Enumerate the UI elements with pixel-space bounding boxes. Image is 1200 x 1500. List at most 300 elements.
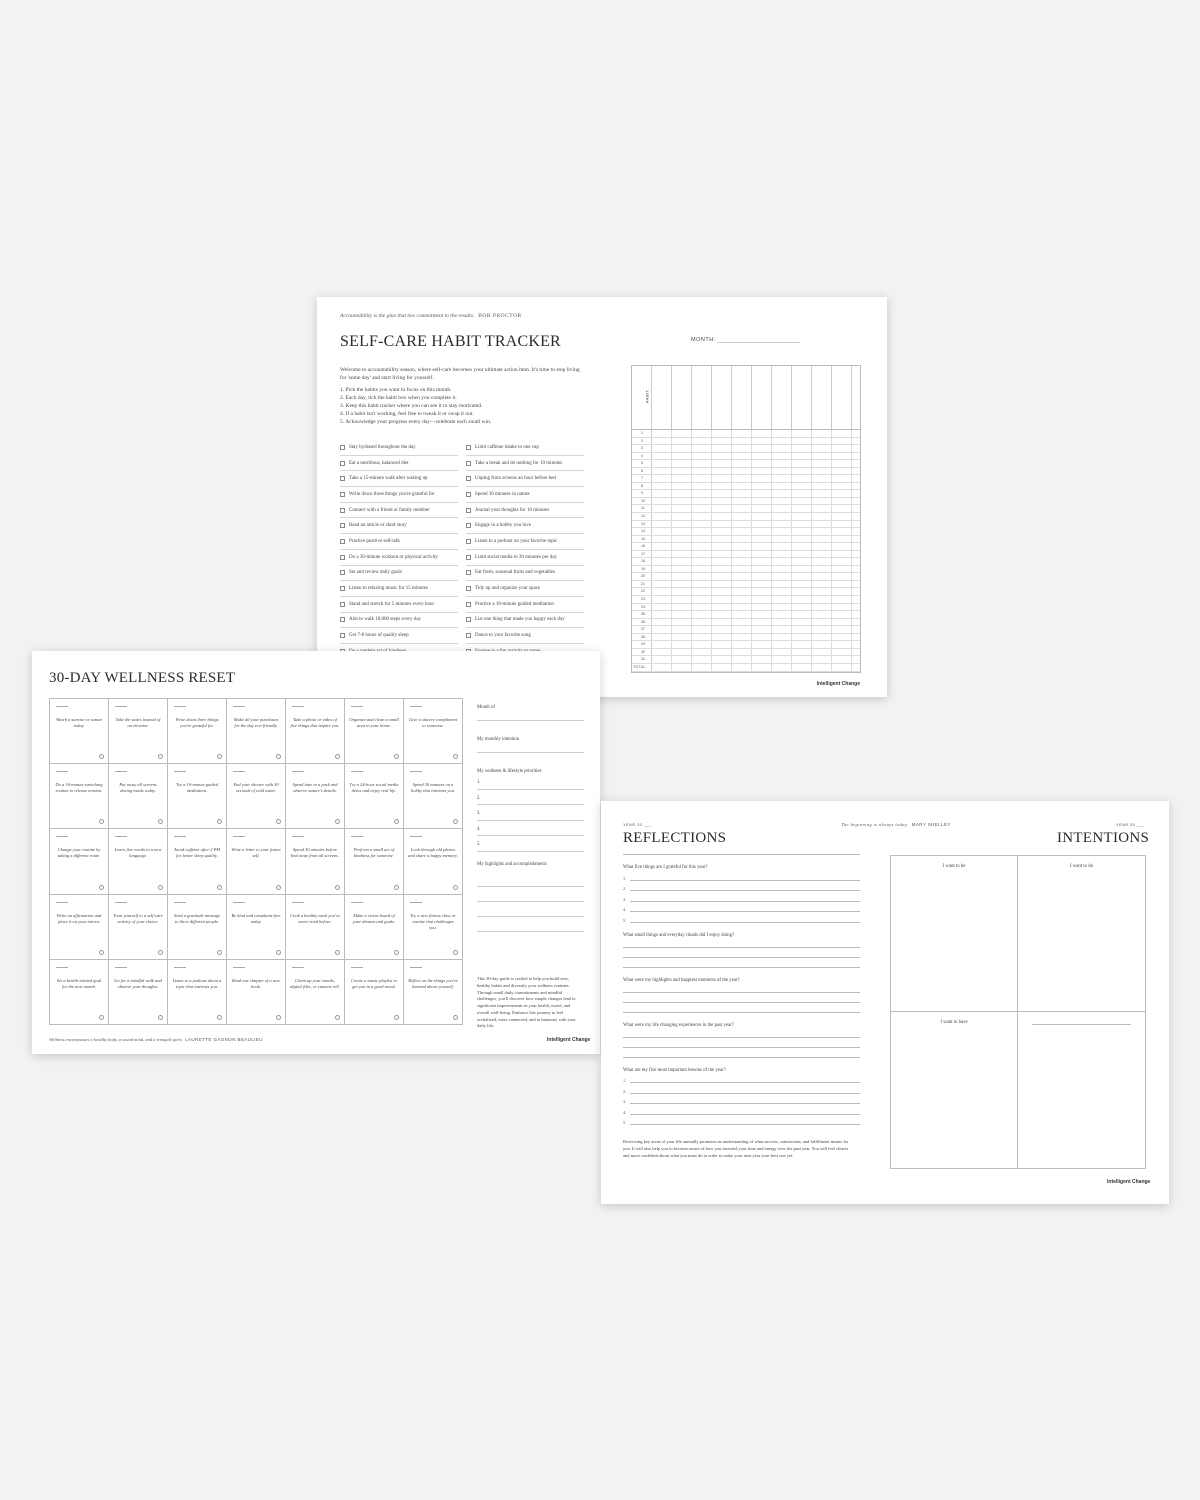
habit-checkbox[interactable] [340, 523, 345, 528]
grid-cell[interactable] [792, 641, 812, 648]
grid-cell[interactable] [752, 513, 772, 520]
habit-checkbox[interactable] [340, 539, 345, 544]
grid-cell[interactable] [752, 596, 772, 603]
habit-item[interactable] [340, 487, 458, 503]
grid-cell[interactable] [832, 543, 852, 550]
grid-cell[interactable] [672, 460, 692, 467]
grid-cell[interactable] [672, 656, 692, 663]
grid-cell[interactable] [652, 453, 672, 460]
priority-item[interactable]: 4. [477, 821, 584, 837]
grid-cell[interactable] [832, 498, 852, 505]
done-circle[interactable] [99, 950, 104, 955]
calendar-day[interactable] [404, 895, 463, 960]
grid-cell[interactable] [812, 551, 832, 558]
grid-cell[interactable] [672, 641, 692, 648]
highlights-line[interactable] [477, 917, 584, 932]
grid-cell[interactable] [732, 521, 752, 528]
answer-line[interactable] [623, 983, 860, 993]
grid-cell[interactable] [792, 453, 812, 460]
grid-cell[interactable] [792, 475, 812, 482]
answer-line[interactable]: 5. [623, 1115, 860, 1126]
done-circle[interactable] [394, 819, 399, 824]
grid-cell[interactable] [692, 475, 712, 482]
grid-cell[interactable] [752, 460, 772, 467]
done-circle[interactable] [158, 1015, 163, 1020]
grid-cell[interactable] [812, 536, 832, 543]
grid-cell[interactable] [752, 551, 772, 558]
date-line[interactable] [174, 836, 186, 837]
grid-cell[interactable] [672, 505, 692, 512]
grid-cell[interactable] [732, 551, 752, 558]
habit-item[interactable] [466, 581, 584, 597]
habit-checkbox[interactable] [340, 445, 345, 450]
habit-item[interactable] [340, 581, 458, 597]
grid-cell[interactable] [792, 536, 812, 543]
grid-cell[interactable] [672, 588, 692, 595]
grid-cell[interactable] [732, 641, 752, 648]
calendar-day[interactable] [227, 764, 286, 829]
grid-cell[interactable] [772, 566, 792, 573]
grid-cell[interactable] [652, 641, 672, 648]
done-circle[interactable] [335, 819, 340, 824]
grid-cell[interactable] [772, 573, 792, 580]
grid-cell[interactable] [672, 634, 692, 641]
grid-cell[interactable] [772, 536, 792, 543]
done-circle[interactable] [276, 885, 281, 890]
grid-cell[interactable] [832, 573, 852, 580]
grid-cell[interactable] [732, 558, 752, 565]
calendar-day[interactable] [345, 764, 404, 829]
grid-cell[interactable] [692, 438, 712, 445]
date-line[interactable] [351, 902, 363, 903]
grid-cell[interactable] [812, 468, 832, 475]
grid-cell[interactable] [792, 498, 812, 505]
grid-cell[interactable] [812, 528, 832, 535]
date-line[interactable] [174, 967, 186, 968]
grid-cell[interactable] [772, 430, 792, 437]
calendar-day[interactable] [50, 895, 109, 960]
grid-cell[interactable] [752, 611, 772, 618]
grid-cell[interactable] [752, 475, 772, 482]
highlights-line[interactable] [477, 867, 584, 887]
done-circle[interactable] [453, 885, 458, 890]
answer-line[interactable] [623, 1028, 860, 1038]
grid-cell[interactable] [792, 438, 812, 445]
grid-cell[interactable] [652, 588, 672, 595]
grid-cell[interactable] [752, 453, 772, 460]
grid-cell[interactable] [652, 490, 672, 497]
done-circle[interactable] [453, 754, 458, 759]
grid-cell[interactable] [712, 604, 732, 611]
done-circle[interactable] [217, 1015, 222, 1020]
calendar-day[interactable] [50, 960, 109, 1025]
grid-cell[interactable] [832, 596, 852, 603]
grid-cell[interactable] [672, 475, 692, 482]
grid-cell[interactable] [752, 528, 772, 535]
grid-cell[interactable] [652, 656, 672, 663]
grid-cell[interactable] [672, 468, 692, 475]
intention-field[interactable] [477, 742, 584, 753]
grid-cell[interactable] [772, 634, 792, 641]
grid-cell[interactable] [672, 619, 692, 626]
grid-cell[interactable] [832, 460, 852, 467]
habit-item[interactable] [466, 566, 584, 582]
habit-item[interactable] [340, 597, 458, 613]
habit-item[interactable] [340, 613, 458, 629]
grid-cell[interactable] [732, 460, 752, 467]
date-line[interactable] [115, 902, 127, 903]
grid-cell[interactable] [692, 543, 712, 550]
date-line[interactable] [174, 706, 186, 707]
calendar-day[interactable] [286, 764, 345, 829]
grid-cell[interactable] [652, 566, 672, 573]
grid-cell[interactable] [832, 505, 852, 512]
date-line[interactable] [410, 967, 422, 968]
grid-cell[interactable] [812, 543, 832, 550]
grid-cell[interactable] [672, 649, 692, 656]
done-circle[interactable] [394, 754, 399, 759]
priority-item[interactable]: 1. [477, 774, 584, 790]
grid-cell[interactable] [812, 453, 832, 460]
grid-cell[interactable] [652, 475, 672, 482]
grid-cell[interactable] [732, 634, 752, 641]
answer-line[interactable] [623, 948, 860, 958]
date-line[interactable] [56, 771, 68, 772]
date-line[interactable] [233, 706, 245, 707]
grid-cell[interactable] [672, 438, 692, 445]
grid-cell[interactable] [652, 468, 672, 475]
grid-cell[interactable] [692, 468, 712, 475]
grid-cell[interactable] [672, 453, 692, 460]
grid-cell[interactable] [812, 483, 832, 490]
calendar-day[interactable] [109, 764, 168, 829]
answer-line[interactable] [623, 993, 860, 1003]
grid-cell[interactable] [812, 558, 832, 565]
date-line[interactable] [410, 902, 422, 903]
grid-cell[interactable] [672, 566, 692, 573]
habit-checkbox[interactable] [466, 617, 471, 622]
grid-cell[interactable] [812, 566, 832, 573]
grid-cell[interactable] [812, 656, 832, 663]
date-line[interactable] [56, 902, 68, 903]
grid-cell[interactable] [732, 438, 752, 445]
grid-cell[interactable] [692, 634, 712, 641]
grid-cell[interactable] [712, 498, 732, 505]
calendar-day[interactable] [109, 960, 168, 1025]
grid-cell[interactable] [652, 558, 672, 565]
grid-cell[interactable] [712, 475, 732, 482]
done-circle[interactable] [217, 885, 222, 890]
grid-cell[interactable] [812, 626, 832, 633]
grid-cell[interactable] [672, 543, 692, 550]
date-line[interactable] [233, 967, 245, 968]
grid-cell[interactable] [732, 619, 752, 626]
grid-cell[interactable] [652, 521, 672, 528]
grid-cell[interactable] [832, 445, 852, 452]
grid-cell[interactable] [712, 641, 732, 648]
grid-cell[interactable] [832, 604, 852, 611]
habit-checkbox[interactable] [340, 492, 345, 497]
grid-cell[interactable] [832, 664, 852, 671]
grid-cell[interactable] [792, 581, 812, 588]
grid-cell[interactable] [692, 430, 712, 437]
grid-cell[interactable] [712, 664, 732, 671]
grid-cell[interactable] [672, 626, 692, 633]
grid-cell[interactable] [812, 588, 832, 595]
habit-item[interactable] [466, 487, 584, 503]
habit-checkbox[interactable] [340, 555, 345, 560]
grid-cell[interactable] [692, 453, 712, 460]
habit-checkbox[interactable] [466, 445, 471, 450]
habit-checkbox[interactable] [466, 476, 471, 481]
grid-cell[interactable] [832, 611, 852, 618]
grid-cell[interactable] [812, 498, 832, 505]
grid-cell[interactable] [712, 634, 732, 641]
grid-cell[interactable] [812, 581, 832, 588]
grid-cell[interactable] [792, 528, 812, 535]
date-line[interactable] [174, 771, 186, 772]
calendar-day[interactable] [227, 699, 286, 764]
grid-cell[interactable] [652, 498, 672, 505]
grid-cell[interactable] [692, 528, 712, 535]
grid-cell[interactable] [792, 634, 812, 641]
grid-cell[interactable] [692, 619, 712, 626]
grid-cell[interactable] [692, 513, 712, 520]
grid-cell[interactable] [672, 664, 692, 671]
calendar-day[interactable] [50, 829, 109, 894]
date-line[interactable] [292, 967, 304, 968]
habit-checkbox[interactable] [466, 602, 471, 607]
grid-cell[interactable] [792, 619, 812, 626]
grid-cell[interactable] [792, 611, 812, 618]
habit-item[interactable] [340, 471, 458, 487]
grid-cell[interactable] [832, 619, 852, 626]
grid-cell[interactable] [832, 558, 852, 565]
done-circle[interactable] [99, 1015, 104, 1020]
grid-cell[interactable] [692, 460, 712, 467]
grid-cell[interactable] [692, 445, 712, 452]
grid-cell[interactable] [712, 656, 732, 663]
calendar-day[interactable] [286, 829, 345, 894]
answer-line[interactable] [623, 1038, 860, 1048]
grid-cell[interactable] [832, 581, 852, 588]
intention-have[interactable]: I want to have [891, 1012, 1018, 1168]
habit-item[interactable] [340, 456, 458, 472]
grid-cell[interactable] [672, 558, 692, 565]
grid-cell[interactable] [772, 483, 792, 490]
grid-cell[interactable] [652, 483, 672, 490]
grid-cell[interactable] [832, 490, 852, 497]
grid-cell[interactable] [752, 483, 772, 490]
grid-cell[interactable] [772, 498, 792, 505]
grid-cell[interactable] [752, 543, 772, 550]
grid-cell[interactable] [812, 634, 832, 641]
grid-cell[interactable] [712, 649, 732, 656]
grid-cell[interactable] [792, 588, 812, 595]
answer-line[interactable]: 5. [623, 912, 860, 923]
grid-cell[interactable] [732, 649, 752, 656]
habit-item[interactable] [466, 440, 584, 456]
grid-habit-column[interactable] [792, 366, 812, 429]
grid-cell[interactable] [772, 626, 792, 633]
calendar-day[interactable] [109, 699, 168, 764]
date-line[interactable] [233, 902, 245, 903]
done-circle[interactable] [276, 754, 281, 759]
grid-cell[interactable] [772, 611, 792, 618]
grid-cell[interactable] [652, 505, 672, 512]
grid-cell[interactable] [672, 430, 692, 437]
habit-item[interactable] [340, 503, 458, 519]
answer-line[interactable]: 2. [623, 881, 860, 892]
grid-cell[interactable] [752, 490, 772, 497]
date-line[interactable] [351, 967, 363, 968]
grid-cell[interactable] [692, 626, 712, 633]
done-circle[interactable] [394, 950, 399, 955]
grid-habit-column[interactable] [672, 366, 692, 429]
grid-cell[interactable] [692, 521, 712, 528]
calendar-day[interactable] [227, 895, 286, 960]
habit-item[interactable] [340, 628, 458, 644]
grid-cell[interactable] [692, 573, 712, 580]
date-line[interactable] [292, 706, 304, 707]
grid-cell[interactable] [672, 498, 692, 505]
grid-cell[interactable] [832, 566, 852, 573]
grid-cell[interactable] [792, 513, 812, 520]
intention-blank[interactable] [1018, 1012, 1145, 1168]
grid-cell[interactable] [772, 641, 792, 648]
grid-cell[interactable] [812, 664, 832, 671]
grid-cell[interactable] [732, 543, 752, 550]
grid-cell[interactable] [712, 536, 732, 543]
grid-cell[interactable] [752, 505, 772, 512]
grid-cell[interactable] [692, 490, 712, 497]
answer-line[interactable] [623, 958, 860, 968]
grid-cell[interactable] [732, 475, 752, 482]
grid-cell[interactable] [692, 611, 712, 618]
date-line[interactable] [351, 706, 363, 707]
grid-cell[interactable] [812, 513, 832, 520]
done-circle[interactable] [276, 1015, 281, 1020]
grid-cell[interactable] [752, 664, 772, 671]
intention-be[interactable]: I want to be [891, 856, 1018, 1012]
grid-cell[interactable] [832, 551, 852, 558]
grid-cell[interactable] [772, 649, 792, 656]
done-circle[interactable] [158, 819, 163, 824]
grid-cell[interactable] [692, 498, 712, 505]
grid-cell[interactable] [752, 558, 772, 565]
grid-cell[interactable] [652, 543, 672, 550]
grid-cell[interactable] [792, 483, 812, 490]
grid-cell[interactable] [792, 543, 812, 550]
grid-cell[interactable] [772, 438, 792, 445]
grid-cell[interactable] [692, 566, 712, 573]
habit-item[interactable] [340, 518, 458, 534]
grid-cell[interactable] [732, 581, 752, 588]
calendar-day[interactable] [345, 699, 404, 764]
grid-cell[interactable] [712, 581, 732, 588]
grid-cell[interactable] [652, 604, 672, 611]
grid-cell[interactable] [732, 656, 752, 663]
grid-cell[interactable] [752, 566, 772, 573]
grid-cell[interactable] [772, 604, 792, 611]
grid-cell[interactable] [652, 664, 672, 671]
grid-cell[interactable] [732, 483, 752, 490]
done-circle[interactable] [335, 754, 340, 759]
grid-cell[interactable] [792, 626, 812, 633]
grid-cell[interactable] [732, 664, 752, 671]
done-circle[interactable] [158, 950, 163, 955]
grid-cell[interactable] [712, 521, 732, 528]
calendar-day[interactable] [50, 699, 109, 764]
done-circle[interactable] [394, 885, 399, 890]
grid-cell[interactable] [832, 453, 852, 460]
done-circle[interactable] [335, 950, 340, 955]
grid-cell[interactable] [672, 596, 692, 603]
grid-cell[interactable] [712, 588, 732, 595]
grid-cell[interactable] [652, 536, 672, 543]
grid-cell[interactable] [652, 596, 672, 603]
habit-item[interactable] [466, 518, 584, 534]
grid-cell[interactable] [772, 619, 792, 626]
done-circle[interactable] [276, 950, 281, 955]
calendar-day[interactable] [168, 829, 227, 894]
grid-cell[interactable] [832, 626, 852, 633]
grid-cell[interactable] [792, 551, 812, 558]
grid-cell[interactable] [752, 573, 772, 580]
date-line[interactable] [410, 771, 422, 772]
habit-checkbox[interactable] [340, 602, 345, 607]
date-line[interactable] [351, 771, 363, 772]
answer-line[interactable]: 1. [623, 1073, 860, 1084]
grid-cell[interactable] [732, 513, 752, 520]
grid-cell[interactable] [772, 453, 792, 460]
habit-item[interactable] [466, 628, 584, 644]
grid-habit-column[interactable] [732, 366, 752, 429]
grid-cell[interactable] [772, 558, 792, 565]
done-circle[interactable] [158, 885, 163, 890]
grid-cell[interactable] [752, 430, 772, 437]
grid-cell[interactable] [652, 445, 672, 452]
grid-cell[interactable] [712, 566, 732, 573]
calendar-day[interactable] [345, 895, 404, 960]
grid-cell[interactable] [832, 588, 852, 595]
done-circle[interactable] [217, 754, 222, 759]
grid-cell[interactable] [792, 573, 812, 580]
grid-cell[interactable] [832, 634, 852, 641]
grid-cell[interactable] [772, 505, 792, 512]
grid-cell[interactable] [792, 505, 812, 512]
grid-cell[interactable] [832, 649, 852, 656]
grid-cell[interactable] [672, 551, 692, 558]
habit-item[interactable] [466, 456, 584, 472]
grid-cell[interactable] [652, 634, 672, 641]
grid-habit-column[interactable] [832, 366, 852, 429]
done-circle[interactable] [99, 885, 104, 890]
date-line[interactable] [115, 706, 127, 707]
answer-line[interactable]: 4. [623, 1104, 860, 1115]
grid-cell[interactable] [672, 513, 692, 520]
calendar-day[interactable] [50, 764, 109, 829]
grid-cell[interactable] [772, 513, 792, 520]
grid-cell[interactable] [732, 596, 752, 603]
grid-cell[interactable] [832, 521, 852, 528]
grid-cell[interactable] [652, 626, 672, 633]
grid-cell[interactable] [652, 513, 672, 520]
habit-checkbox[interactable] [466, 508, 471, 513]
calendar-day[interactable] [227, 829, 286, 894]
grid-cell[interactable] [712, 430, 732, 437]
calendar-day[interactable] [404, 960, 463, 1025]
